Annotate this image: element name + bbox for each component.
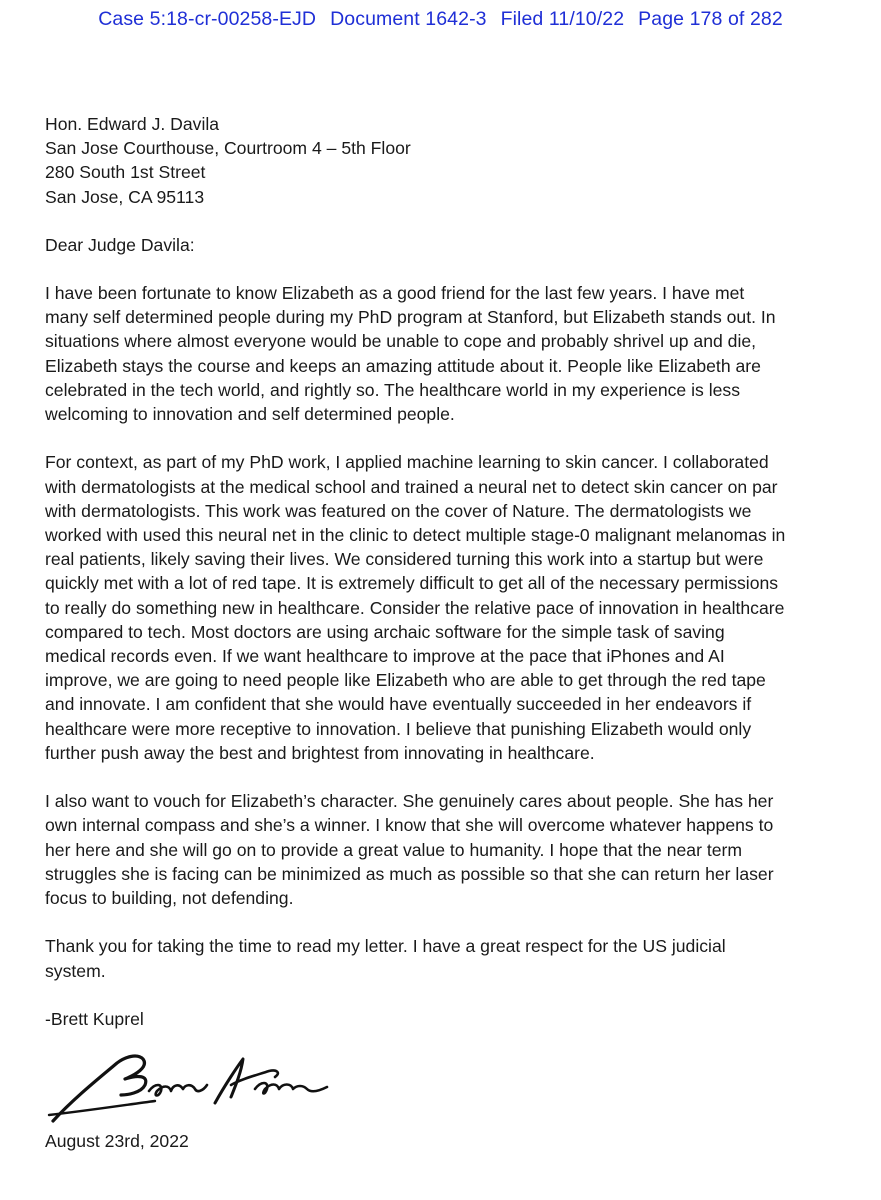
text-line: healthcare were more receptive to innovation. I believe that punishing Elizabeth would only (45, 718, 752, 739)
text-line: with dermatologists. This work was featured on the cover of Nature. The dermatologists we (45, 500, 752, 521)
text-line: her here and she will go on to provide a great value to humanity. I hope that the near term (45, 839, 743, 860)
text-line: quickly met with a lot of red tape. It is extremely difficult to get all of the necessary permissions (45, 573, 779, 594)
handwritten-signature (45, 1045, 335, 1127)
greeting: Dear Judge Davila: (45, 234, 195, 255)
paragraph-3 (45, 789, 855, 910)
case-header (0, 8, 881, 31)
text-line: I have been fortunate to know Elizabeth as a good friend for the last few years. I have met (45, 283, 745, 304)
text-line: struggles she is facing can be minimized as much as possible so that she can return her laser (45, 863, 774, 884)
text-line: to really do something new in healthcare. Consider the relative pace of innovation in healthcare (45, 597, 785, 618)
signature-stroke (53, 1056, 146, 1121)
text-line: focus to building, not defending. (45, 888, 294, 909)
address-line: San Jose, CA 95113 (45, 186, 205, 207)
text-line: medical records even. If we want healthcare to improve at the pace that iPhones and AI (45, 646, 725, 667)
text-line: further push away the best and brightest from innovating in healthcare. (45, 742, 595, 763)
address-line: Hon. Edward J. Davila (45, 114, 220, 134)
text-line: many self determined people during my PhD program at Stanford, but Elizabeth stands out. In (45, 307, 776, 328)
text-line: system. (45, 960, 106, 981)
document-number: Document 1642-3 (330, 8, 487, 30)
text-line: with dermatologists at the medical school and trained a neural net to detect skin cancer on par (45, 476, 778, 497)
signature-stroke (149, 1085, 207, 1096)
page-number: Page 178 of 282 (638, 8, 783, 30)
paragraph-4 (45, 934, 855, 982)
text-line: situations where almost everyone would be unable to cope and probably shrivel up and die, (45, 331, 757, 352)
text-line: compared to tech. Most doctors are using archaic software for the simple task of saving (45, 621, 725, 642)
text-line: For context, as part of my PhD work, I applied machine learning to skin cancer. I collaborated (45, 452, 769, 473)
filed-date: Filed 11/10/22 (500, 8, 625, 30)
signature-stroke (255, 1083, 327, 1094)
text-line: own internal compass and she’s a winner. I know that she will overcome whatever happens to (45, 815, 774, 836)
text-line: Elizabeth stays the course and keeps an amazing attitude about it. People like Elizabeth are (45, 355, 761, 376)
text-line: Thank you for taking the time to read my letter. I have a great respect for the US judicial (45, 936, 726, 957)
letter-date: August 23rd, 2022 (45, 1131, 189, 1152)
paragraph-1 (45, 281, 855, 426)
text-line: improve, we are going to need people like Elizabeth who are able to get through the red tape (45, 670, 766, 691)
closing-name: -Brett Kuprel (45, 1009, 144, 1030)
text-line: I also want to vouch for Elizabeth’s character. She genuinely cares about people. She has her (45, 791, 774, 812)
text-line: welcoming to innovation and self determined people. (45, 404, 455, 425)
letter-body (45, 112, 855, 1153)
paragraph-2 (45, 450, 855, 765)
address-line: San Jose Courthouse, Courtroom 4 – 5th Floor (45, 138, 411, 159)
address-line: 280 South 1st Street (45, 162, 206, 183)
text-line: real patients, likely saving their lives. We considered turning this work into a startup but were (45, 549, 764, 570)
recipient-address (45, 112, 855, 209)
text-line: celebrated in the tech world, and rightly so. The healthcare world in my experience is less (45, 379, 740, 400)
text-line: worked with used this neural net in the clinic to detect multiple stage-0 malignant melanomas in (45, 525, 786, 546)
case-number: Case 5:18-cr-00258-EJD (98, 8, 317, 30)
text-line: and innovate. I am confident that she would have eventually succeeded in her endeavors if (45, 694, 752, 715)
